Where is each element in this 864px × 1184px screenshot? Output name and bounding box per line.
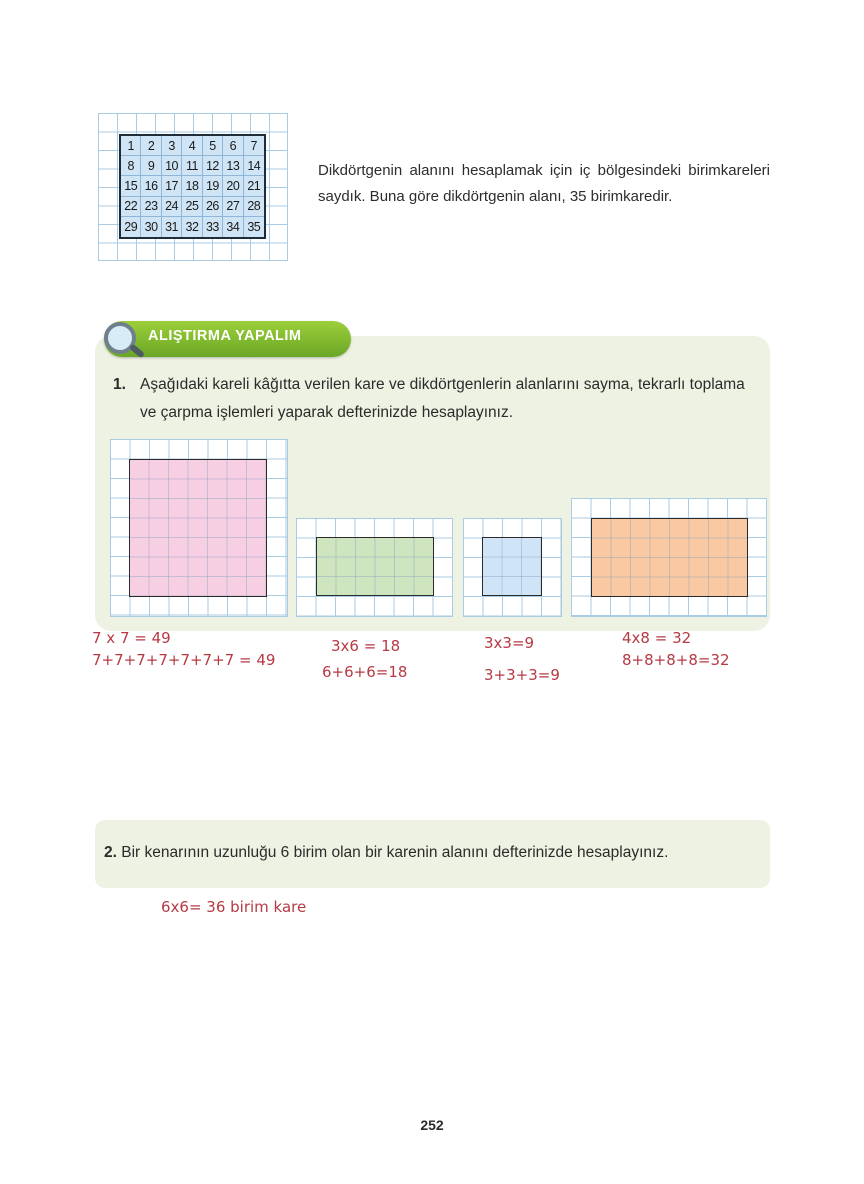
question-2 [104, 844, 668, 862]
shape-pink-square [129, 459, 267, 597]
grid-number-cell: 31 [162, 217, 182, 237]
grid-number-cell: 2 [141, 136, 161, 156]
grid-number-cell: 17 [162, 176, 182, 196]
question-1-number: 1. [113, 376, 126, 393]
shape-blue-square [482, 537, 542, 596]
grid-number-cell: 26 [203, 197, 223, 217]
grid-number-cell: 16 [141, 176, 161, 196]
question-1 [113, 371, 763, 427]
grid-number-cell: 28 [244, 197, 264, 217]
answer-1 [92, 627, 275, 671]
grid-number-cell: 4 [182, 136, 202, 156]
answer-3-line-2: 3+3+3=9 [484, 666, 560, 684]
question-2-text: Bir kenarının uzunluğu 6 birim olan bir karenin alanını defterinizde hesaplayınız. [121, 844, 669, 861]
answer-4-line-2: 8+8+8+8=32 [622, 651, 730, 669]
numbered-rectangle [119, 134, 266, 239]
page-number: 252 [420, 1117, 444, 1133]
grid-number-cell: 14 [244, 156, 264, 176]
grid-number-cell: 8 [121, 156, 141, 176]
grid-number-cell: 13 [223, 156, 243, 176]
shape-green-rectangle [316, 537, 434, 596]
grid-number-cell: 9 [141, 156, 161, 176]
answer-3-line-1: 3x3=9 [484, 634, 535, 652]
grid-number-cell: 35 [247, 219, 261, 234]
answer-3 [484, 627, 560, 691]
grid-number-cell: 30 [141, 217, 161, 237]
answer-2-line-2: 6+6+6=18 [322, 663, 408, 681]
grid-number-cell: 21 [244, 176, 264, 196]
grid-number-cell: 32 [182, 217, 202, 237]
grid-number-cell: 23 [141, 197, 161, 217]
grid-number-cell: 27 [223, 197, 243, 217]
answer-1-line-2: 7+7+7+7+7+7+7 = 49 [92, 651, 276, 669]
grid-number-cell: 11 [182, 156, 202, 176]
grid-number-cell: 6 [223, 136, 243, 156]
grid-number-cell: 3 [162, 136, 182, 156]
grid-number-cell: 19 [203, 176, 223, 196]
question-1-text: Aşağıdaki kareli kâğıtta verilen kare ve dikdörtgenlerin alanlarını sayma, tekrarlı toplama ve çarpma işlemleri yaparak defterinizde hesaplayınız. [140, 376, 745, 421]
answer-2 [322, 633, 407, 685]
grid-number-cell: 33 [203, 217, 223, 237]
grid-number-cell: 25 [182, 197, 202, 217]
answer-1-line-1: 7 x 7 = 49 [92, 629, 171, 647]
question-2-answer: 6x6= 36 birim kare [161, 898, 307, 916]
grid-number-cell: 29 [121, 217, 141, 237]
answer-4 [622, 627, 730, 671]
grid-number-cell: 24 [162, 197, 182, 217]
grid-number-cell: 1 [121, 136, 141, 156]
grid-number-cell: 5 [203, 136, 223, 156]
question-2-number: 2. [104, 844, 117, 861]
grid-number-cell: 15 [121, 176, 141, 196]
grid-number-cell: 20 [223, 176, 243, 196]
grid-number-cell: 7 [244, 136, 264, 156]
grid-number-cell: 22 [121, 197, 141, 217]
answer-4-line-1: 4x8 = 32 [622, 629, 692, 647]
grid-number-cell: 34 [223, 217, 243, 237]
intro-paragraph: Dikdörtgenin alanını hesaplamak için iç bölgesindeki birimkareleri saydık. Buna göre dikdörtgenin alanı, 35 birimkaredir. [318, 162, 770, 205]
grid-number-cell: 10 [162, 156, 182, 176]
answer-2-line-1: 3x6 = 18 [331, 637, 401, 655]
grid-number-cell: 12 [203, 156, 223, 176]
grid-number-cell: 18 [182, 176, 202, 196]
shape-orange-rectangle [591, 518, 748, 597]
exercise-badge-label: ALIŞTIRMA YAPALIM [148, 328, 302, 344]
